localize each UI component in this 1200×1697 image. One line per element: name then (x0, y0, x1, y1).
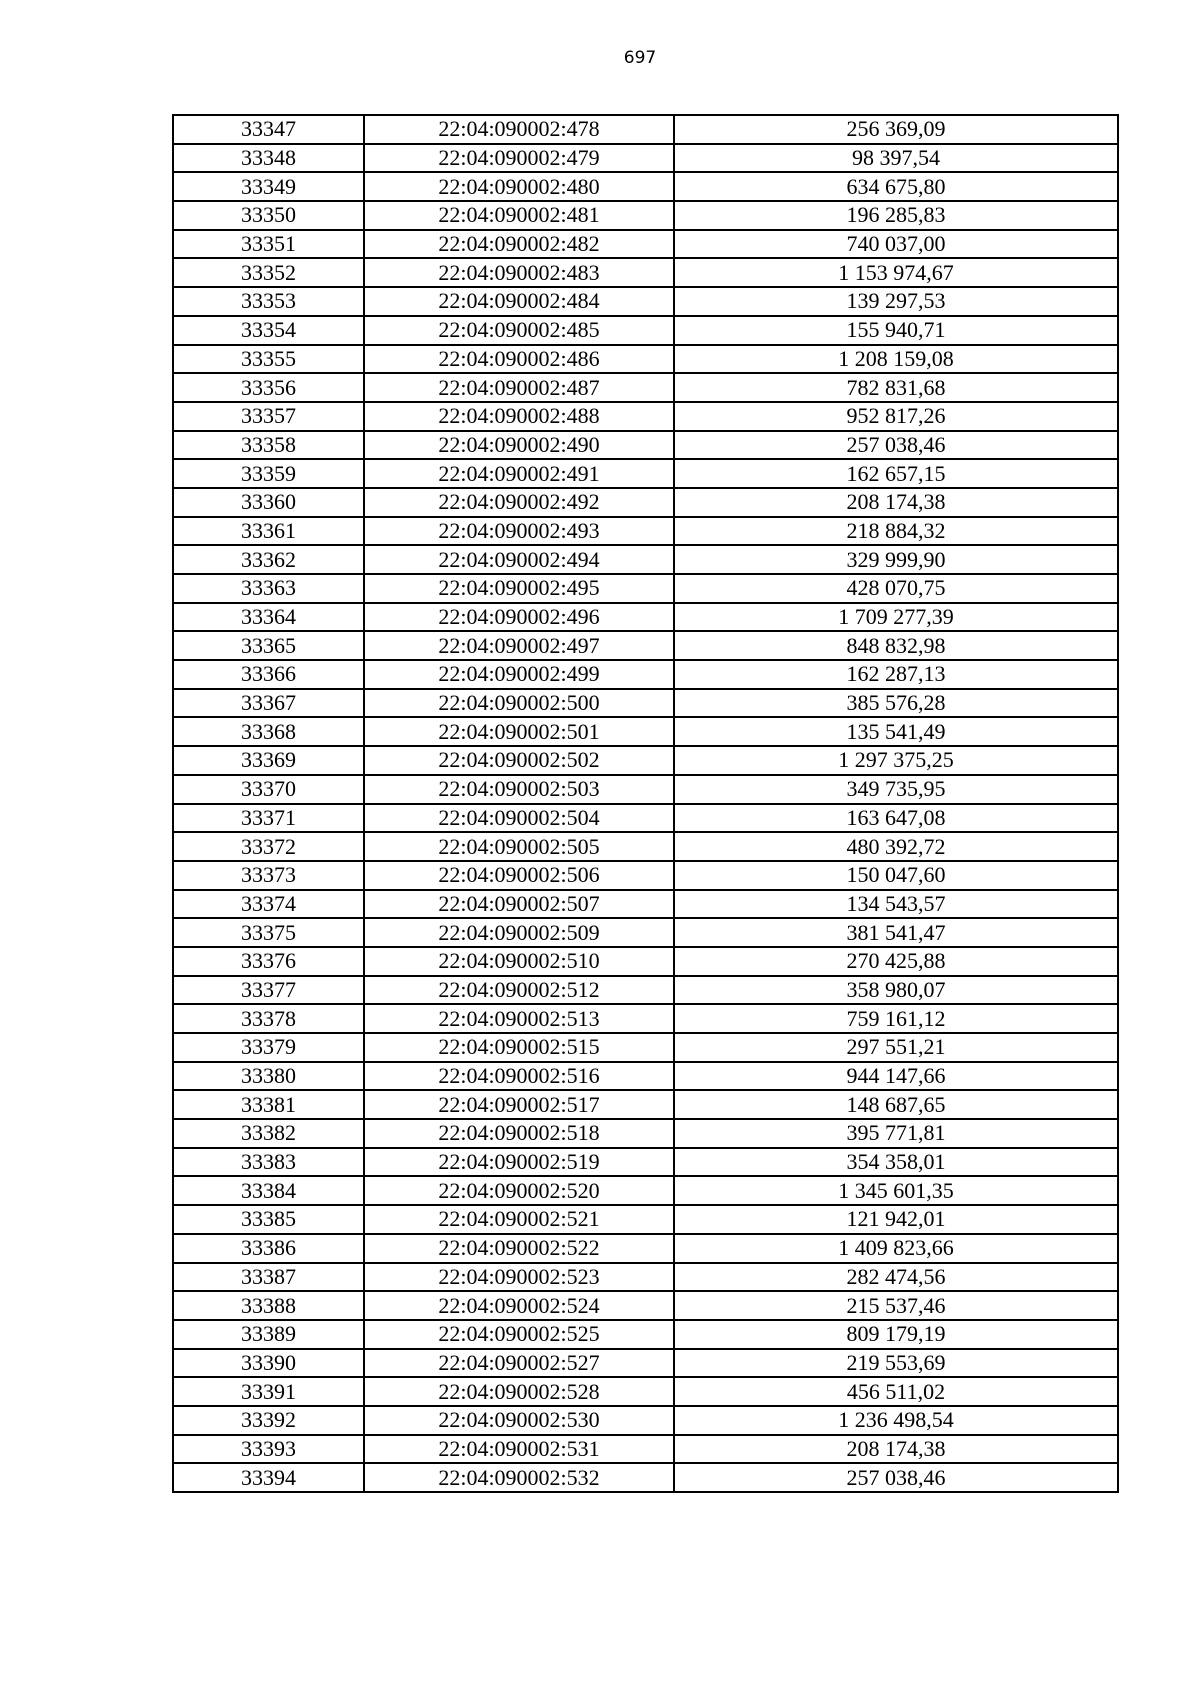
amount-cell: 952 817,26 (674, 402, 1118, 431)
table-row (173, 402, 1118, 431)
table-row (173, 1148, 1118, 1177)
registry-table (172, 114, 1119, 1493)
row-number-cell: 33363 (173, 574, 364, 603)
cadastral-number-cell: 22:04:090002:478 (364, 115, 674, 144)
row-number-cell: 33355 (173, 345, 364, 374)
table-row (173, 258, 1118, 287)
amount-cell: 329 999,90 (674, 545, 1118, 574)
amount-cell: 162 657,15 (674, 459, 1118, 488)
table-row (173, 172, 1118, 201)
row-number-cell: 33372 (173, 832, 364, 861)
table-row (173, 746, 1118, 775)
amount-cell: 385 576,28 (674, 689, 1118, 718)
amount-cell: 196 285,83 (674, 201, 1118, 230)
cadastral-number-cell: 22:04:090002:483 (364, 258, 674, 287)
row-number-cell: 33381 (173, 1090, 364, 1119)
row-number-cell: 33352 (173, 258, 364, 287)
amount-cell: 135 541,49 (674, 717, 1118, 746)
amount-cell: 148 687,65 (674, 1090, 1118, 1119)
row-number-cell: 33358 (173, 431, 364, 460)
amount-cell: 428 070,75 (674, 574, 1118, 603)
cadastral-number-cell: 22:04:090002:518 (364, 1119, 674, 1148)
amount-cell: 634 675,80 (674, 172, 1118, 201)
amount-cell: 381 541,47 (674, 918, 1118, 947)
row-number-cell: 33354 (173, 316, 364, 345)
cadastral-number-cell: 22:04:090002:490 (364, 431, 674, 460)
cadastral-number-cell: 22:04:090002:523 (364, 1263, 674, 1292)
cadastral-number-cell: 22:04:090002:525 (364, 1320, 674, 1349)
amount-cell: 395 771,81 (674, 1119, 1118, 1148)
row-number-cell: 33377 (173, 976, 364, 1005)
amount-cell: 139 297,53 (674, 287, 1118, 316)
cadastral-number-cell: 22:04:090002:488 (364, 402, 674, 431)
table-row (173, 1263, 1118, 1292)
page-number: 697 (623, 48, 657, 68)
amount-cell: 1 709 277,39 (674, 603, 1118, 632)
amount-cell: 121 942,01 (674, 1205, 1118, 1234)
cadastral-number-cell: 22:04:090002:502 (364, 746, 674, 775)
cadastral-number-cell: 22:04:090002:503 (364, 775, 674, 804)
row-number-cell: 33370 (173, 775, 364, 804)
table-row (173, 1320, 1118, 1349)
cadastral-number-cell: 22:04:090002:521 (364, 1205, 674, 1234)
table-row (173, 431, 1118, 460)
table-row (173, 345, 1118, 374)
row-number-cell: 33374 (173, 890, 364, 919)
cadastral-number-cell: 22:04:090002:486 (364, 345, 674, 374)
cadastral-number-cell: 22:04:090002:500 (364, 689, 674, 718)
cadastral-number-cell: 22:04:090002:484 (364, 287, 674, 316)
table-row (173, 1205, 1118, 1234)
row-number-cell: 33349 (173, 172, 364, 201)
cadastral-number-cell: 22:04:090002:527 (364, 1349, 674, 1378)
cadastral-number-cell: 22:04:090002:495 (364, 574, 674, 603)
amount-cell: 257 038,46 (674, 1463, 1118, 1492)
amount-cell: 162 287,13 (674, 660, 1118, 689)
table-row (173, 1090, 1118, 1119)
row-number-cell: 33364 (173, 603, 364, 632)
row-number-cell: 33375 (173, 918, 364, 947)
row-number-cell: 33357 (173, 402, 364, 431)
row-number-cell: 33373 (173, 861, 364, 890)
cadastral-number-cell: 22:04:090002:485 (364, 316, 674, 345)
row-number-cell: 33356 (173, 373, 364, 402)
amount-cell: 257 038,46 (674, 431, 1118, 460)
amount-cell: 163 647,08 (674, 804, 1118, 833)
amount-cell: 1 208 159,08 (674, 345, 1118, 374)
row-number-cell: 33348 (173, 144, 364, 173)
row-number-cell: 33369 (173, 746, 364, 775)
table-row (173, 1062, 1118, 1091)
amount-cell: 456 511,02 (674, 1377, 1118, 1406)
row-number-cell: 33394 (173, 1463, 364, 1492)
row-number-cell: 33379 (173, 1033, 364, 1062)
table-row (173, 689, 1118, 718)
amount-cell: 215 537,46 (674, 1291, 1118, 1320)
amount-cell: 809 179,19 (674, 1320, 1118, 1349)
row-number-cell: 33368 (173, 717, 364, 746)
table-row (173, 631, 1118, 660)
cadastral-number-cell: 22:04:090002:499 (364, 660, 674, 689)
cadastral-number-cell: 22:04:090002:506 (364, 861, 674, 890)
amount-cell: 98 397,54 (674, 144, 1118, 173)
cadastral-number-cell: 22:04:090002:530 (364, 1406, 674, 1435)
amount-cell: 270 425,88 (674, 947, 1118, 976)
table-row (173, 488, 1118, 517)
table-row (173, 947, 1118, 976)
row-number-cell: 33378 (173, 1004, 364, 1033)
row-number-cell: 33376 (173, 947, 364, 976)
row-number-cell: 33393 (173, 1435, 364, 1464)
cadastral-number-cell: 22:04:090002:497 (364, 631, 674, 660)
amount-cell: 1 345 601,35 (674, 1176, 1118, 1205)
table-row (173, 1406, 1118, 1435)
row-number-cell: 33385 (173, 1205, 364, 1234)
table-row (173, 976, 1118, 1005)
amount-cell: 1 236 498,54 (674, 1406, 1118, 1435)
table-row (173, 832, 1118, 861)
table-row (173, 1291, 1118, 1320)
cadastral-number-cell: 22:04:090002:531 (364, 1435, 674, 1464)
table-row (173, 1435, 1118, 1464)
row-number-cell: 33384 (173, 1176, 364, 1205)
amount-cell: 740 037,00 (674, 230, 1118, 259)
cadastral-number-cell: 22:04:090002:519 (364, 1148, 674, 1177)
cadastral-number-cell: 22:04:090002:496 (364, 603, 674, 632)
cadastral-number-cell: 22:04:090002:517 (364, 1090, 674, 1119)
cadastral-number-cell: 22:04:090002:487 (364, 373, 674, 402)
cadastral-number-cell: 22:04:090002:509 (364, 918, 674, 947)
cadastral-number-cell: 22:04:090002:481 (364, 201, 674, 230)
row-number-cell: 33350 (173, 201, 364, 230)
table-row (173, 603, 1118, 632)
cadastral-number-cell: 22:04:090002:507 (364, 890, 674, 919)
registry-table-body (173, 115, 1118, 1492)
amount-cell: 759 161,12 (674, 1004, 1118, 1033)
cadastral-number-cell: 22:04:090002:512 (364, 976, 674, 1005)
table-row (173, 115, 1118, 144)
cadastral-number-cell: 22:04:090002:510 (364, 947, 674, 976)
amount-cell: 282 474,56 (674, 1263, 1118, 1292)
amount-cell: 208 174,38 (674, 1435, 1118, 1464)
table-row (173, 1176, 1118, 1205)
table-row (173, 918, 1118, 947)
amount-cell: 848 832,98 (674, 631, 1118, 660)
row-number-cell: 33387 (173, 1263, 364, 1292)
row-number-cell: 33353 (173, 287, 364, 316)
cadastral-number-cell: 22:04:090002:520 (364, 1176, 674, 1205)
amount-cell: 219 553,69 (674, 1349, 1118, 1378)
cadastral-number-cell: 22:04:090002:524 (364, 1291, 674, 1320)
row-number-cell: 33367 (173, 689, 364, 718)
row-number-cell: 33361 (173, 517, 364, 546)
table-row (173, 1004, 1118, 1033)
cadastral-number-cell: 22:04:090002:516 (364, 1062, 674, 1091)
row-number-cell: 33382 (173, 1119, 364, 1148)
row-number-cell: 33391 (173, 1377, 364, 1406)
table-row (173, 545, 1118, 574)
table-row (173, 890, 1118, 919)
row-number-cell: 33365 (173, 631, 364, 660)
table-row (173, 287, 1118, 316)
amount-cell: 134 543,57 (674, 890, 1118, 919)
table-row (173, 373, 1118, 402)
amount-cell: 297 551,21 (674, 1033, 1118, 1062)
row-number-cell: 33390 (173, 1349, 364, 1378)
row-number-cell: 33383 (173, 1148, 364, 1177)
table-row (173, 1377, 1118, 1406)
table-row (173, 230, 1118, 259)
cadastral-number-cell: 22:04:090002:479 (364, 144, 674, 173)
amount-cell: 150 047,60 (674, 861, 1118, 890)
row-number-cell: 33389 (173, 1320, 364, 1349)
cadastral-number-cell: 22:04:090002:501 (364, 717, 674, 746)
amount-cell: 480 392,72 (674, 832, 1118, 861)
cadastral-number-cell: 22:04:090002:528 (364, 1377, 674, 1406)
amount-cell: 155 940,71 (674, 316, 1118, 345)
row-number-cell: 33388 (173, 1291, 364, 1320)
table-row (173, 804, 1118, 833)
amount-cell: 1 409 823,66 (674, 1234, 1118, 1263)
table-row (173, 316, 1118, 345)
amount-cell: 349 735,95 (674, 775, 1118, 804)
table-row (173, 144, 1118, 173)
cadastral-number-cell: 22:04:090002:480 (364, 172, 674, 201)
cadastral-number-cell: 22:04:090002:515 (364, 1033, 674, 1062)
amount-cell: 208 174,38 (674, 488, 1118, 517)
table-row (173, 1119, 1118, 1148)
table-row (173, 517, 1118, 546)
amount-cell: 944 147,66 (674, 1062, 1118, 1091)
row-number-cell: 33347 (173, 115, 364, 144)
table-row (173, 660, 1118, 689)
row-number-cell: 33386 (173, 1234, 364, 1263)
row-number-cell: 33371 (173, 804, 364, 833)
cadastral-number-cell: 22:04:090002:522 (364, 1234, 674, 1263)
table-row (173, 459, 1118, 488)
cadastral-number-cell: 22:04:090002:532 (364, 1463, 674, 1492)
table-row (173, 861, 1118, 890)
cadastral-number-cell: 22:04:090002:505 (364, 832, 674, 861)
table-row (173, 574, 1118, 603)
cadastral-number-cell: 22:04:090002:491 (364, 459, 674, 488)
amount-cell: 1 153 974,67 (674, 258, 1118, 287)
table-row (173, 1234, 1118, 1263)
row-number-cell: 33366 (173, 660, 364, 689)
row-number-cell: 33360 (173, 488, 364, 517)
cadastral-number-cell: 22:04:090002:493 (364, 517, 674, 546)
cadastral-number-cell: 22:04:090002:513 (364, 1004, 674, 1033)
cadastral-number-cell: 22:04:090002:504 (364, 804, 674, 833)
table-row (173, 201, 1118, 230)
table-row (173, 1033, 1118, 1062)
row-number-cell: 33351 (173, 230, 364, 259)
table-row (173, 1463, 1118, 1492)
row-number-cell: 33359 (173, 459, 364, 488)
amount-cell: 358 980,07 (674, 976, 1118, 1005)
amount-cell: 256 369,09 (674, 115, 1118, 144)
table-row (173, 1349, 1118, 1378)
cadastral-number-cell: 22:04:090002:494 (364, 545, 674, 574)
table-row (173, 717, 1118, 746)
amount-cell: 1 297 375,25 (674, 746, 1118, 775)
cadastral-number-cell: 22:04:090002:492 (364, 488, 674, 517)
row-number-cell: 33362 (173, 545, 364, 574)
amount-cell: 218 884,32 (674, 517, 1118, 546)
row-number-cell: 33392 (173, 1406, 364, 1435)
amount-cell: 354 358,01 (674, 1148, 1118, 1177)
row-number-cell: 33380 (173, 1062, 364, 1091)
amount-cell: 782 831,68 (674, 373, 1118, 402)
table-row (173, 775, 1118, 804)
cadastral-number-cell: 22:04:090002:482 (364, 230, 674, 259)
